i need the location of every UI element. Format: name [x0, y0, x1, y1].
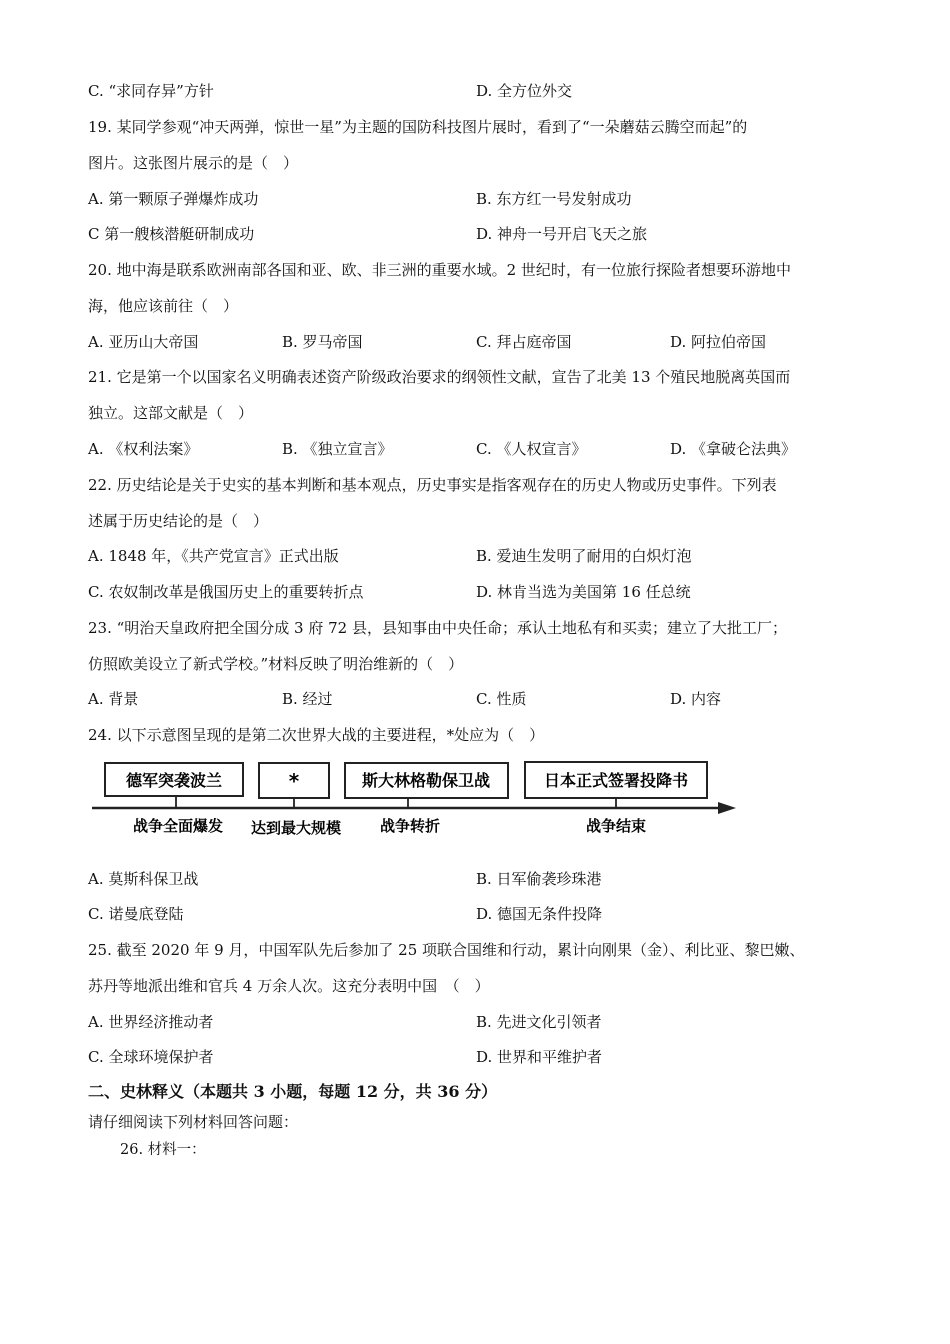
q22-option-b: B. 爱迪生发明了耐用的白炽灯泡: [476, 547, 692, 565]
q20-option-d: D. 阿拉伯帝国: [670, 333, 767, 351]
q19-option-a: A. 第一颗原子弹爆炸成功: [88, 190, 259, 208]
timeline-arrowhead: [718, 802, 736, 814]
q24-option-c: C. 诺曼底登陆: [88, 905, 184, 923]
q23-stem-line1: 23. “明治天皇政府把全国分成 3 府 72 县，县知事由中央任命；承认土地私有和买卖；建立了大批工厂；: [88, 619, 787, 637]
timeline-box-2-text: *: [288, 769, 300, 793]
q26-heading: 26. 材料一：: [120, 1142, 206, 1158]
q24-option-b: B. 日军偷袭珍珠港: [476, 870, 602, 888]
q25-stem-line2: 苏丹等地派出维和官兵 4 万余人次。这充分表明中国 （ ）: [88, 977, 490, 995]
q19-stem-line1: 19. 某同学参观“冲天两弹，惊世一星”为主题的国防科技图片展时，看到了“一朵蘑菇云腾空而起”的: [88, 118, 748, 136]
timeline-box-4-text: 日本正式签署投降书: [543, 771, 689, 790]
q25-option-c: C. 全球环境保护者: [88, 1048, 214, 1066]
q21-stem-line1: 21. 它是第一个以国家名义明确表述资产阶级政治要求的纲领性文献，宣告了北美 13 个殖民地脱离英国而: [88, 368, 791, 386]
timeline-box-4: [525, 762, 707, 798]
ww2-timeline-diagram: [88, 752, 748, 842]
q23-option-d: D. 内容: [670, 690, 722, 708]
q20-stem-line1: 20. 地中海是联系欧洲南部各国和亚、欧、非三洲的重要水域。2 世纪时，有一位旅行探险者想要环游地中: [88, 261, 791, 279]
q25-option-b: B. 先进文化引领者: [476, 1013, 602, 1031]
q22-option-c: C. 农奴制改革是俄国历史上的重要转折点: [88, 583, 364, 601]
q24-stem: 24. 以下示意图呈现的是第二次世界大战的主要进程，*处应为（ ）: [88, 726, 545, 744]
q18-option-c: C. “求同存异”方针: [88, 82, 214, 100]
section-2-title: 二、史林释义（本题共 3 小题，每题 12 分，共 36 分）: [88, 1082, 498, 1101]
timeline-box-2: [259, 763, 329, 798]
q23-option-a: A. 背景: [88, 690, 139, 708]
q22-option-a: A. 1848 年，《共产党宣言》正式出版: [88, 547, 339, 565]
timeline-label-1: 战争全面爆发: [132, 817, 224, 835]
timeline-label-3: 战争转折: [379, 817, 441, 835]
q23-stem-line2: 仿照欧美设立了新式学校。”材料反映了明治维新的（ ）: [88, 655, 464, 673]
timeline-label-2: 达到最大规模: [250, 819, 342, 837]
q20-option-a: A. 亚历山大帝国: [88, 333, 199, 351]
timeline-box-1: [105, 763, 243, 796]
q20-option-b: B. 罗马帝国: [282, 333, 363, 351]
q22-stem-line1: 22. 历史结论是关于史实的基本判断和基本观点，历史事实是指客观存在的历史人物或历史事件。下列表: [88, 476, 777, 494]
q22-stem-line2: 述属于历史结论的是（ ）: [88, 512, 269, 530]
q25-option-d: D. 世界和平维护者: [476, 1048, 603, 1066]
q21-option-c: C. 《人权宣言》: [476, 440, 587, 458]
timeline-box-3-text: 斯大林格勒保卫战: [361, 771, 491, 790]
q19-option-c: C 第一艘核潜艇研制成功: [88, 225, 255, 243]
q21-option-b: B. 《独立宣言》: [282, 440, 393, 458]
q24-option-d: D. 德国无条件投降: [476, 905, 603, 923]
q19-stem-line2: 图片。这张图片展示的是（ ）: [88, 154, 299, 172]
q21-option-a: A. 《权利法案》: [88, 440, 199, 458]
q18-option-d: D. 全方位外交: [476, 82, 573, 100]
q19-option-b: B. 东方红一号发射成功: [476, 190, 632, 208]
q25-option-a: A. 世界经济推动者: [88, 1013, 214, 1031]
timeline-box-3: [345, 763, 508, 798]
section-2-instruction: 请仔细阅读下列材料回答问题：: [88, 1113, 299, 1131]
q23-option-c: C. 性质: [476, 690, 527, 708]
q24-option-a: A. 莫斯科保卫战: [88, 870, 199, 888]
q22-option-d: D. 林肯当选为美国第 16 任总统: [476, 583, 691, 601]
q20-stem-line2: 海，他应该前往（ ）: [88, 297, 239, 315]
timeline-box-1-text: 德军突袭波兰: [125, 771, 223, 790]
q21-stem-line2: 独立。这部文献是（ ）: [88, 404, 254, 422]
q19-option-d: D. 神舟一号开启飞天之旅: [476, 225, 648, 243]
q20-option-c: C. 拜占庭帝国: [476, 333, 572, 351]
q23-option-b: B. 经过: [282, 690, 333, 708]
q25-stem-line1: 25. 截至 2020 年 9 月，中国军队先后参加了 25 项联合国维和行动，累计向刚果（金）、利比亚、黎巴嫩、: [88, 941, 805, 959]
timeline-label-4: 战争结束: [585, 817, 647, 835]
q21-option-d: D. 《拿破仑法典》: [670, 440, 797, 458]
